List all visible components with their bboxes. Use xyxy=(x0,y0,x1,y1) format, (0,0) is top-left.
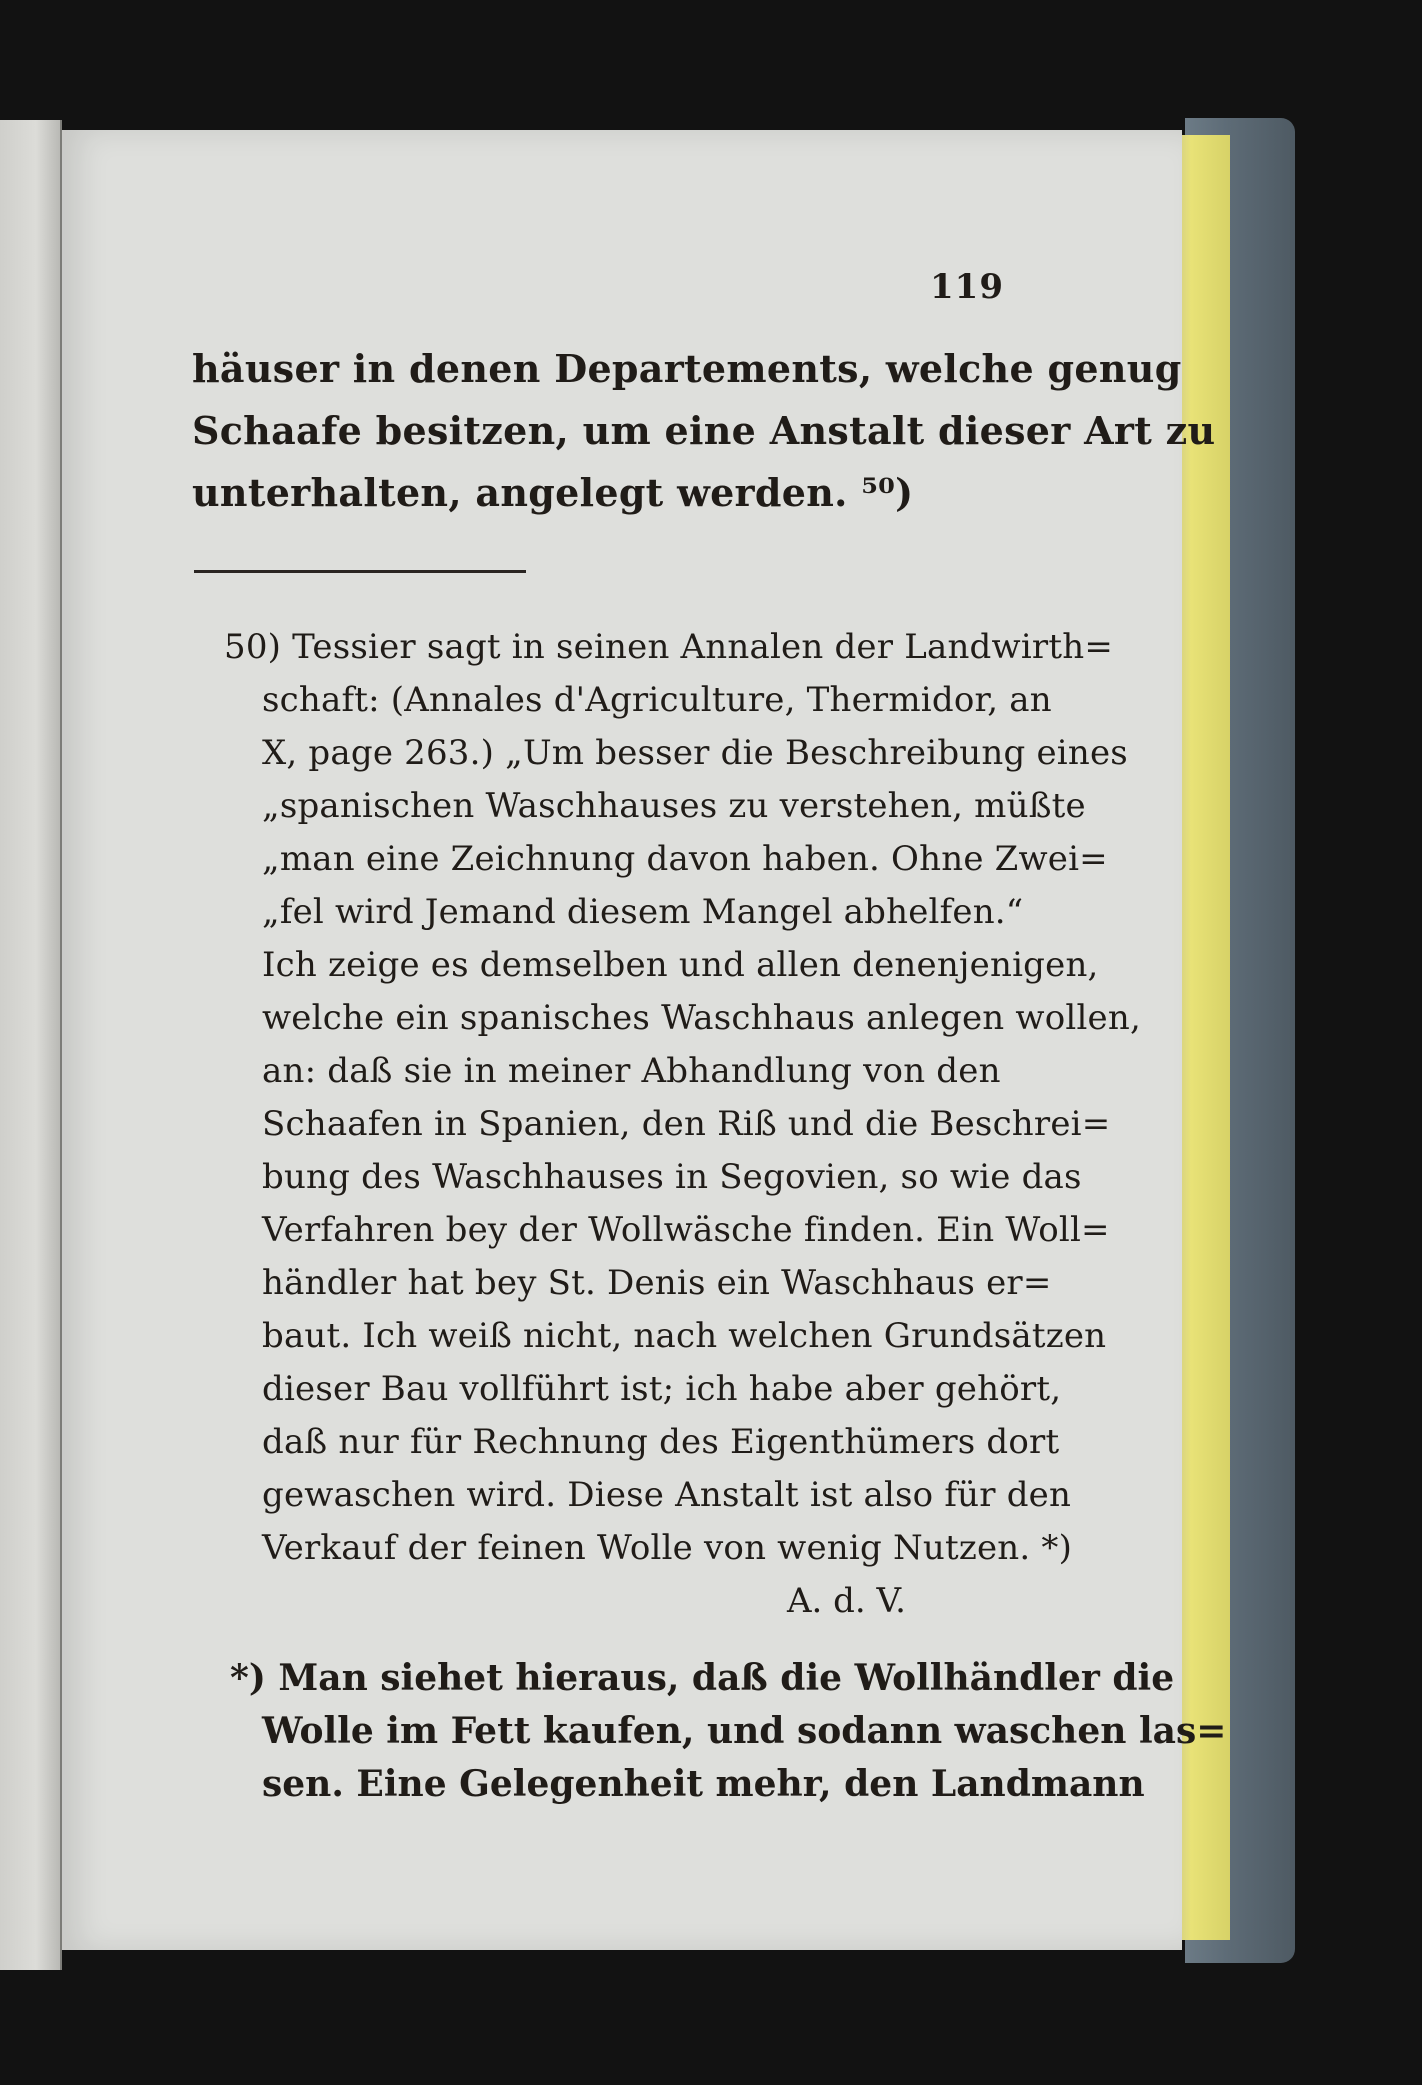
note-line: händler hat bey St. Denis ein Waschhaus er= xyxy=(262,1263,1052,1303)
note-line: bung des Waschhauses in Segovien, so wie das xyxy=(262,1157,1082,1197)
note-line: Verkauf der feinen Wolle von wenig Nutzen. *) xyxy=(262,1528,1073,1568)
footnote-line: sen. Eine Gelegenheit mehr, den Landmann xyxy=(262,1763,1145,1805)
book-page xyxy=(62,130,1227,1950)
note-line: dieser Bau vollführt ist; ich habe aber gehört, xyxy=(262,1369,1062,1409)
note-line: daß nur für Rechnung des Eigenthümers dort xyxy=(262,1422,1060,1462)
note-line: baut. Ich weiß nicht, nach welchen Grundsätzen xyxy=(262,1316,1107,1356)
note-line: Verfahren bey der Wollwäsche finden. Ein Woll= xyxy=(262,1210,1110,1250)
note-line: „spanischen Waschhauses zu verstehen, müßte xyxy=(262,786,1086,826)
main-text-line: unterhalten, angelegt werden. ⁵⁰) xyxy=(192,470,914,515)
separator-rule xyxy=(194,570,526,573)
footnote-line: *) Man siehet hieraus, daß die Wollhändler die xyxy=(230,1657,1175,1699)
page-number: 119 xyxy=(930,267,1004,307)
note-line: 50) Tessier sagt in seinen Annalen der Landwirth= xyxy=(224,627,1114,667)
main-text-line: Schaafe besitzen, um eine Anstalt dieser Art zu xyxy=(192,408,1216,453)
note-line: „fel wird Jemand diesem Mangel abhelfen.“ xyxy=(262,892,1024,932)
note-line: welche ein spanisches Waschhaus anlegen wollen, xyxy=(262,998,1141,1038)
note-line: gewaschen wird. Diese Anstalt ist also für den xyxy=(262,1475,1072,1515)
note-line: schaft: (Annales d'Agriculture, Thermidor, an xyxy=(262,680,1052,720)
note-line: X, page 263.) „Um besser die Beschreibung eines xyxy=(262,733,1128,773)
author-signature: A. d. V. xyxy=(787,1581,906,1621)
footnote-line: Wolle im Fett kaufen, und sodann waschen las= xyxy=(262,1710,1227,1752)
note-line: Ich zeige es demselben und allen denenjenigen, xyxy=(262,945,1099,985)
left-page-edge xyxy=(0,120,62,1970)
main-text-line: häuser in denen Departements, welche genug xyxy=(192,346,1182,391)
note-line: „man eine Zeichnung davon haben. Ohne Zwei= xyxy=(262,839,1108,879)
note-line: an: daß sie in meiner Abhandlung von den xyxy=(262,1051,1001,1091)
note-line: Schaafen in Spanien, den Riß und die Beschrei= xyxy=(262,1104,1111,1144)
